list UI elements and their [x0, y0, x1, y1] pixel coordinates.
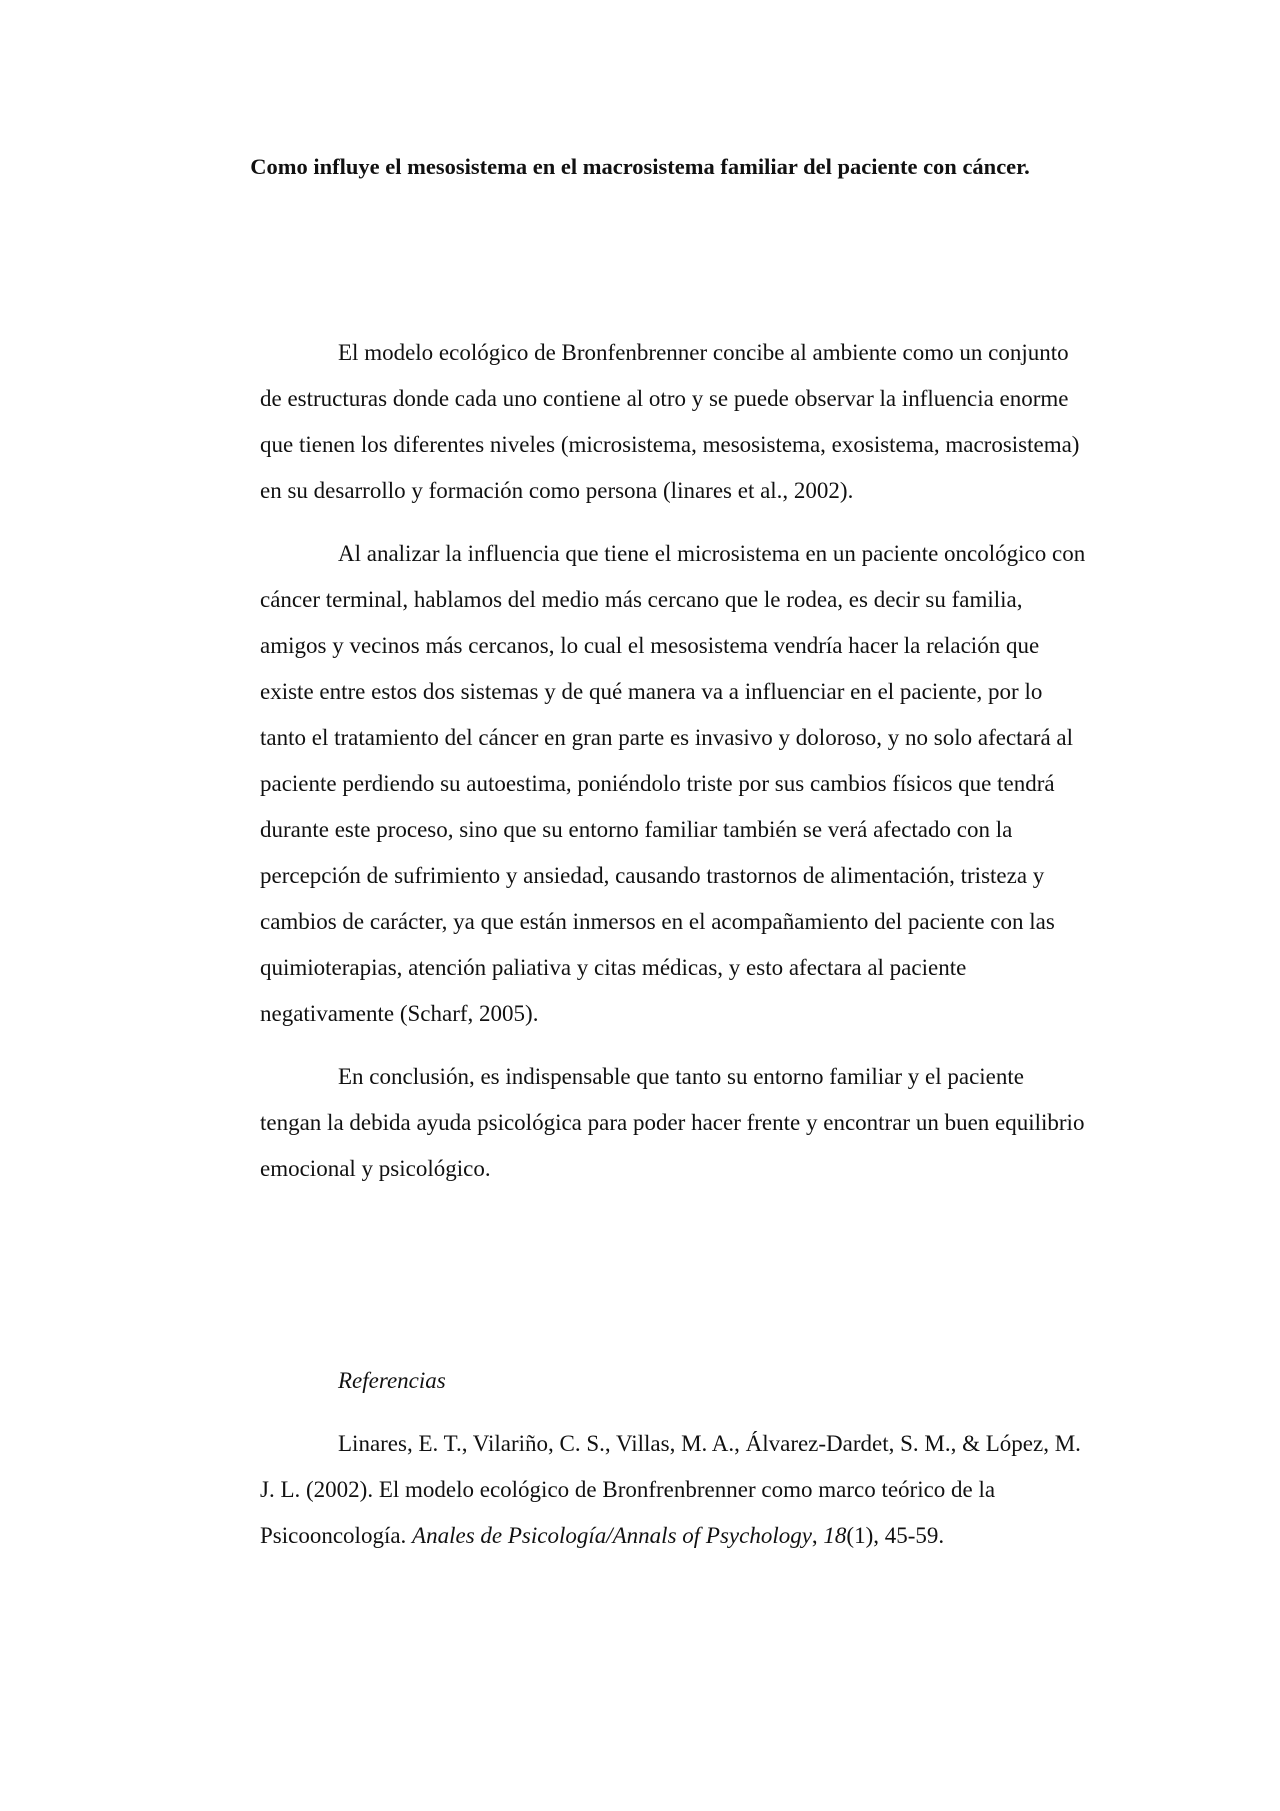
document-body — [260, 330, 1088, 1209]
reference-entry — [260, 1421, 1088, 1559]
paragraph-1: El modelo ecológico de Bronfenbrenner concibe al ambiente como un conjunto de estructuras donde cada uno contiene al otro y se puede observar la influencia enorme que tienen los diferentes niveles (microsistema, mesosistema, exosistema, macrosistema) en su desarrollo y formación como persona (linares et al., 2002). — [260, 340, 1080, 503]
reference-authors-title: Linares, E. T., Vilariño, C. S., Villas, M. A., Álvarez-Dardet, S. M., & López, M. J. L. (2002). El modelo ecológico de Bronfrenbrenner como marco teórico de la Psicooncología. — [260, 1431, 1081, 1548]
paragraph-2: Al analizar la influencia que tiene el microsistema en un paciente oncológico con cáncer terminal, hablamos del medio más cercano que le rodea, es decir su familia, amigos y vecinos más cercanos, lo cual el mesosistema vendría hacer la relación que existe entre estos dos sistemas y de qué manera va a influenciar en el paciente, por lo tanto el tratamiento del cáncer en gran parte es invasivo y doloroso, y no solo afectará al paciente perdiendo su autoestima, poniéndolo triste por sus cambios físicos que tendrá durante este proceso, sino que su entorno familiar también se verá afectado con la percepción de sufrimiento y ansiedad, causando trastornos de alimentación, tristeza y cambios de carácter, ya que están inmersos en el acompañamiento del paciente con las quimioterapias, atención paliativa y citas médicas, y esto afectara al paciente negativamente (Scharf, 2005). — [260, 541, 1086, 1026]
reference-issue-pages: (1), 45-59. — [846, 1523, 945, 1548]
references-heading: Referencias — [338, 1368, 446, 1393]
reference-separator: , — [811, 1523, 824, 1548]
reference-volume: 18 — [823, 1523, 847, 1548]
paragraph-3: En conclusión, es indispensable que tanto su entorno familiar y el paciente tengan la debida ayuda psicológica para poder hacer frente y encontrar un buen equilibrio emocional y psicológico. — [260, 1064, 1085, 1181]
reference-journal: Anales de Psicología/Annals of Psychology — [412, 1523, 812, 1548]
page-title: Como influye el mesosistema en el macrosistema familiar del paciente con cáncer. — [250, 154, 1030, 179]
